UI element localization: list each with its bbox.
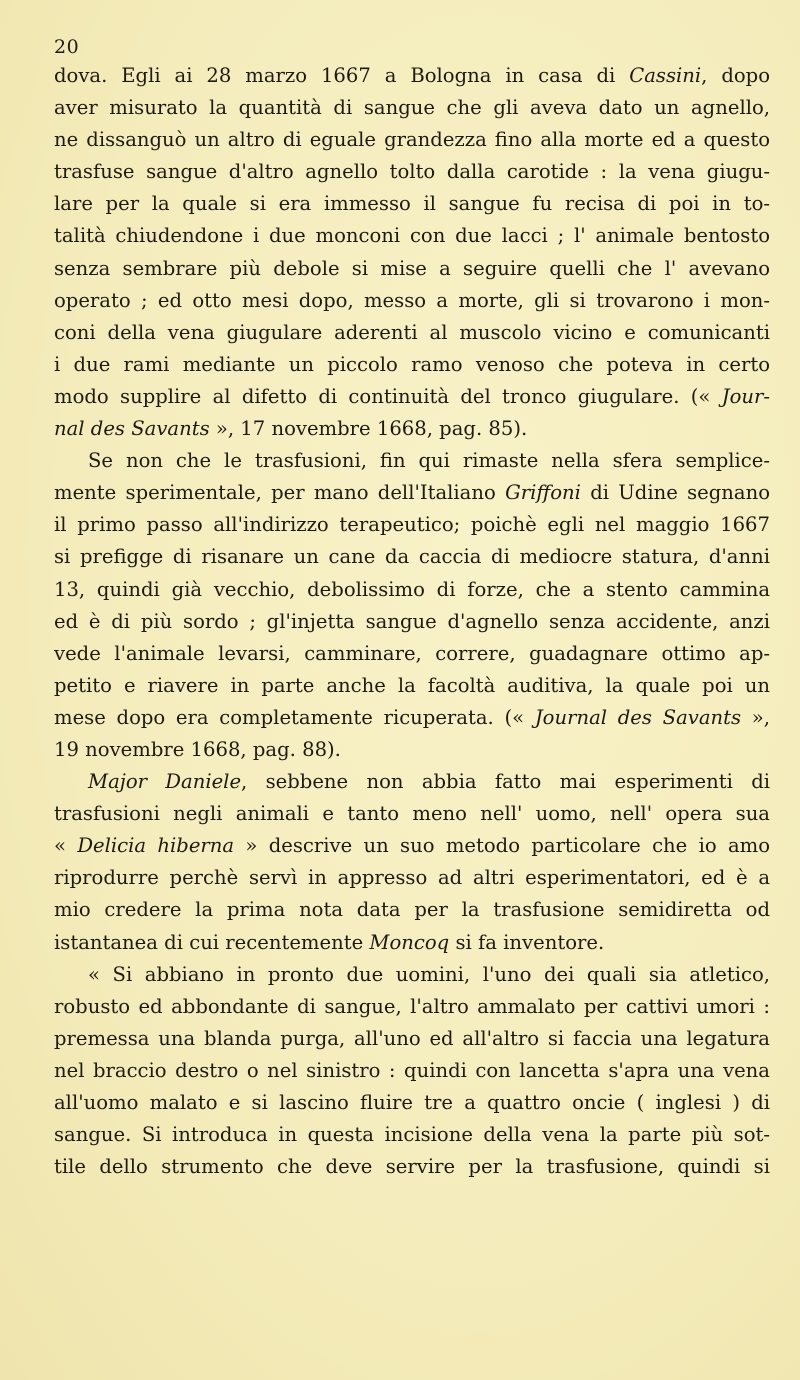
text-segment: aver misurato la quantità di sangue che gli aveva dato un agnello, <box>54 96 770 120</box>
text-segment: » descrive un suo metodo particolare che io amo <box>234 834 771 858</box>
text-line <box>54 702 770 734</box>
text-segment: dova. Egli ai 28 marzo 1667 a Bologna in casa di <box>54 64 630 87</box>
italic-text: Moncoq <box>369 930 450 954</box>
text-line <box>54 60 770 92</box>
italic-text: Cassini <box>629 64 702 87</box>
text-line <box>54 894 770 926</box>
text-segment: modo supplire al difetto di continuità del tronco giugulare. (« <box>54 384 722 408</box>
text-line <box>54 285 770 317</box>
text-segment: trasfusioni negli animali e tanto meno nell' uomo, nell' opera sua <box>54 802 770 826</box>
text-line <box>54 509 770 541</box>
text-line <box>54 124 770 156</box>
text-segment: talità chiudendone i due monconi con due lacci ; l' animale bentosto <box>54 224 770 248</box>
text-segment: robusto ed abbondante di sangue, l'altro ammalato per cattivi umori : <box>54 994 770 1018</box>
text-line <box>54 670 770 702</box>
text-segment: », 17 novembre 1668, pag. 85). <box>209 417 528 441</box>
text-segment: si fa inventore. <box>449 930 605 954</box>
text-line <box>54 798 770 830</box>
text-segment: Se non che le trasfusioni, fin qui rimaste nella sfera semplice- <box>88 449 770 473</box>
italic-text: nal des Savants <box>54 417 210 441</box>
text-line <box>54 92 770 124</box>
italic-text: Journal des Savants <box>534 705 742 729</box>
text-segment: sangue. Si introduca in questa incisione della vena la parte più sot- <box>54 1123 770 1147</box>
text-line <box>54 1119 770 1151</box>
text-line <box>54 927 770 959</box>
italic-text: Delicia hiberna <box>77 834 235 858</box>
text-segment: vede l'animale levarsi, camminare, correre, guadagnare ottimo ap- <box>54 641 770 665</box>
text-segment: istantanea di cui recentemente <box>54 930 370 954</box>
italic-text: Major Daniele <box>88 770 242 794</box>
text-segment: mio credere la prima nota data per la trasfusione semidiretta od <box>54 898 770 922</box>
text-segment: mente sperimentale, per mano dell'Italiano <box>54 481 506 505</box>
text-segment: », <box>741 705 770 729</box>
text-line <box>54 1023 770 1055</box>
text-line <box>54 317 770 349</box>
text-line <box>54 541 770 573</box>
text-segment: all'uomo malato e si lascino fluire tre a quattro oncie ( inglesi ) di <box>54 1091 770 1114</box>
italic-text: Griffoni <box>505 481 581 505</box>
text-segment: ed è di più sordo ; gl'injetta sangue d'agnello senza accidente, anzi <box>54 609 770 633</box>
text-segment: tile dello strumento che deve servire per la trasfusione, quindi si <box>54 1155 770 1179</box>
text-segment: petito e riavere in parte anche la facoltà auditiva, la quale poi un <box>54 673 770 697</box>
text-segment: operato ; ed otto mesi dopo, messo a morte, gli si trovarono i mon- <box>54 288 770 312</box>
text-line <box>54 349 770 381</box>
text-line <box>54 477 770 509</box>
text-segment: 19 novembre 1668, pag. 88). <box>54 737 341 761</box>
text-segment: il primo passo all'indirizzo terapeutico; poichè egli nel maggio 1667 <box>54 513 770 537</box>
page-number: 20 <box>54 36 80 58</box>
text-line <box>54 381 770 413</box>
text-segment: lare per la quale si era immesso il sangue fu recisa di poi in to- <box>54 192 770 216</box>
text-line <box>54 606 770 638</box>
text-line <box>54 862 770 894</box>
text-segment: di Udine segnano <box>580 481 770 505</box>
text-line <box>54 766 770 798</box>
text-line <box>54 574 770 606</box>
text-line <box>54 959 770 991</box>
text-line <box>54 638 770 670</box>
text-line <box>54 830 770 862</box>
text-line <box>54 253 770 285</box>
text-line <box>54 188 770 220</box>
text-segment: mese dopo era completamente ricuperata. (« <box>54 705 535 729</box>
text-line <box>54 1151 770 1183</box>
text-segment: nel braccio destro o nel sinistro : quindi con lancetta s'apra una vena <box>54 1058 770 1082</box>
text-segment: , sebbene non abbia fatto mai esperimenti di <box>241 770 770 794</box>
text-line <box>54 413 770 445</box>
text-line <box>54 220 770 252</box>
text-segment: « Si abbiano in pronto due uomini, l'uno dei quali sia atletico, <box>88 962 770 986</box>
text-line <box>54 1055 770 1087</box>
text-segment: ne dissanguò un altro di eguale grandezza fino alla morte ed a questo <box>54 128 770 152</box>
body-text <box>54 60 770 1183</box>
text-segment: riprodurre perchè servì in appresso ad altri esperimentatori, ed è a <box>54 866 770 890</box>
text-segment: i due rami mediante un piccolo ramo venoso che poteva in certo <box>54 352 770 376</box>
text-line <box>54 156 770 188</box>
text-segment: senza sembrare più debole si mise a seguire quelli che l' avevano <box>54 256 770 280</box>
text-line <box>54 1087 770 1119</box>
text-segment: premessa una blanda purga, all'uno ed all'altro si faccia una legatura <box>54 1026 770 1050</box>
text-segment: « <box>54 834 78 858</box>
text-segment: si prefigge di risanare un cane da caccia di mediocre statura, d'anni <box>54 545 770 569</box>
text-line <box>54 991 770 1023</box>
italic-text: Jour- <box>721 384 770 408</box>
text-segment: coni della vena giugulare aderenti al muscolo vicino e comunicanti <box>54 320 770 344</box>
text-segment: trasfuse sangue d'altro agnello tolto dalla carotide : la vena giugu- <box>54 160 770 184</box>
text-line <box>54 734 770 766</box>
text-line <box>54 445 770 477</box>
text-segment: 13, quindi già vecchio, debolissimo di forze, che a stento cammina <box>54 577 770 601</box>
text-segment: , dopo <box>701 64 771 87</box>
